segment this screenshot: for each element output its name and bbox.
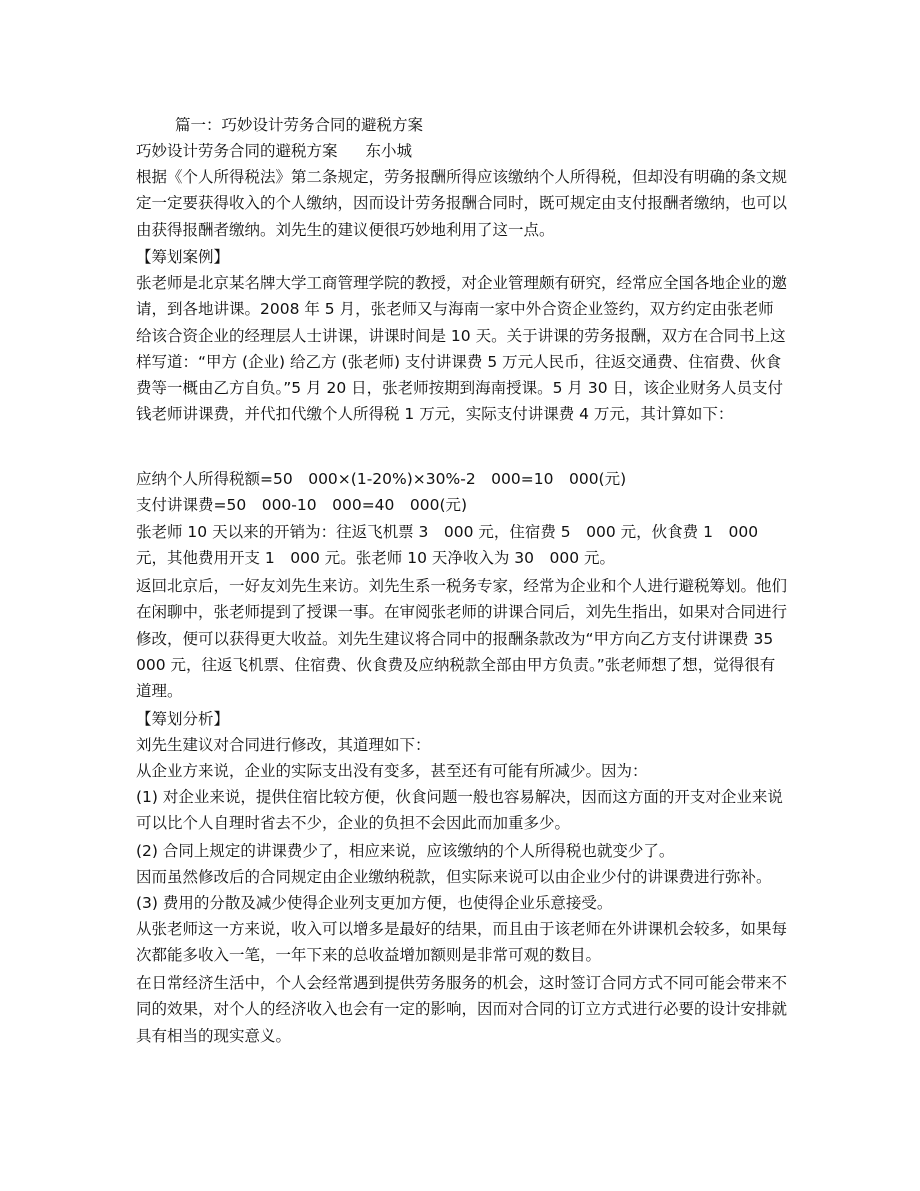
section-heading-analysis: 【筹划分析】 bbox=[136, 710, 230, 728]
formula-fee: 支付讲课费=50 000-10 000=40 000(元) bbox=[136, 496, 468, 514]
paragraph-conclusion: 在日常经济生活中，个人会经常遇到提供劳务服务的机会，这时签订合同方式不同可能会带来不同的效果，对个人的经济收入也会有一定的影响，因而对合同的订立方式进行必要的设计安排就具有相当的现实意义。 bbox=[136, 974, 788, 1045]
paragraph-intro: 根据《个人所得税法》第二条规定，劳务报酬所得应该缴纳个人所得税，但却没有明确的条文规定一定要获得收入的个人缴纳，因而设计劳务报酬合同时，既可规定由支付报酬者缴纳，也可以由获得报酬者缴纳。刘先生的建议便很巧妙地利用了这一点。 bbox=[136, 168, 788, 239]
paragraph-teacher: 从张老师这一方来说，收入可以增多是最好的结果，而且由于该老师在外讲课机会较多，如果每次都能多收入一笔，一年下来的总收益增加额则是非常可观的数目。 bbox=[136, 920, 788, 965]
article-author: 东小城 bbox=[365, 142, 413, 160]
formula-tax: 应纳个人所得税额=50 000×(1-20%)×30%-2 000=10 000(元) bbox=[136, 470, 627, 488]
article-subtitle: 巧妙设计劳务合同的避税方案 bbox=[136, 142, 338, 160]
article-header bbox=[136, 138, 788, 164]
list-item-2: (2) 合同上规定的讲课费少了，相应来说，应该缴纳的个人所得税也就变少了。 bbox=[136, 842, 675, 860]
paragraph-compensation: 因而虽然修改后的合同规定由企业缴纳税款，但实际来说可以由企业少付的讲课费进行弥补。 bbox=[136, 868, 772, 886]
paragraph-reason-intro: 刘先生建议对合同进行修改，其道理如下： bbox=[136, 736, 431, 754]
paragraph-case: 张老师是北京某名牌大学工商管理学院的教授，对企业管理颇有研究，经常应全国各地企业的邀请，到各地讲课。2008 年 5 月，张老师又与海南一家中外合资企业签约，双方约定由张老师给该合资企业的经理层人士讲课，讲课时间是 10 天。关于讲课的劳务报酬，双方在合同书上这样写道：“甲方 (企业) 给乙方 (张老师) 支付讲课费 5 万元人民币，往返交通费、住宿费、伙食费等一概由乙方自负。”5 月 20 日，张老师按期到海南授课。5 月 30 日，该企业财务人员支付钱老师讲课费，并代扣代缴个人所得税 1 万元，实际支付讲课费 4 万元，其计算如下： bbox=[136, 274, 788, 424]
paragraph-enterprise: 从企业方来说，企业的实际支出没有变多，甚至还有可能有所减少。因为： bbox=[136, 762, 648, 780]
section-heading-case: 【筹划案例】 bbox=[136, 248, 230, 266]
paragraph-return: 返回北京后，一好友刘先生来访。刘先生系一税务专家，经常为企业和个人进行避税筹划。他们在闲聊中，张老师提到了授课一事。在审阅张老师的讲课合同后，刘先生指出，如果对合同进行修改，便可以获得更大收益。刘先生建议将合同中的报酬条款改为“甲方向乙方支付讲课费 35 000 元，往返飞机票、住宿费、伙食费及应纳税款全部由甲方负责。”张老师想了想，觉得很有道理。 bbox=[136, 577, 789, 701]
paragraph-expenses: 张老师 10 天以来的开销为：往返飞机票 3 000 元，住宿费 5 000 元，伙食费 1 000 元，其他费用开支 1 000 元。张老师 10 天净收入为 30 000 元。 bbox=[136, 523, 759, 568]
document-title: 篇一：巧妙设计劳务合同的避税方案 bbox=[175, 116, 424, 134]
list-item-3: (3) 费用的分散及减少使得企业列支更加方便，也使得企业乐意接受。 bbox=[136, 894, 613, 912]
list-item-1: (1) 对企业来说，提供住宿比较方便，伙食问题一般也容易解决，因而这方面的开支对企业来说可以比个人自理时省去不少，企业的负担不会因此而加重多少。 bbox=[136, 788, 783, 833]
